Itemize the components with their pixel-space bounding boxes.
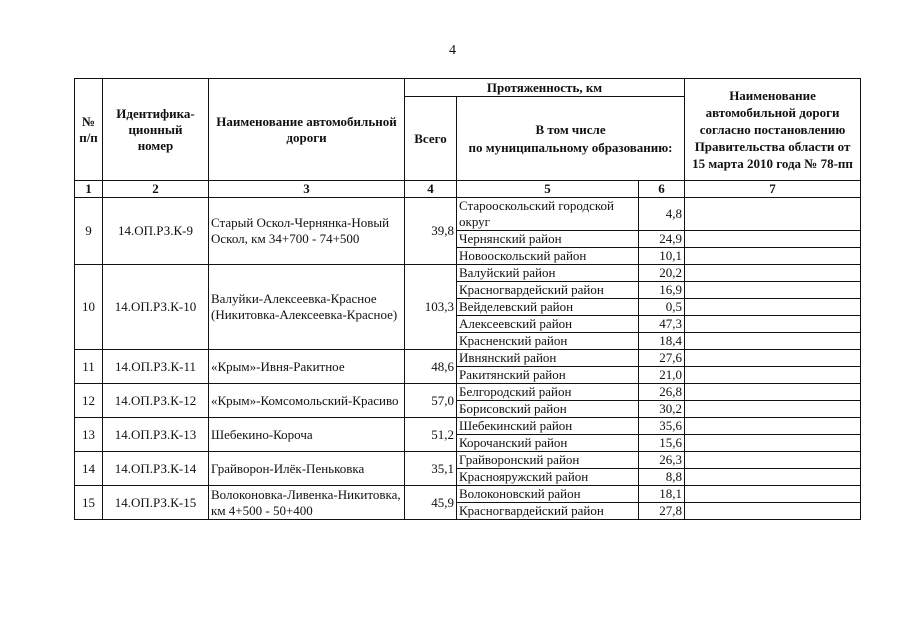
road-id: 14.ОП.РЗ.К-10 bbox=[103, 265, 209, 350]
district-name: Красногвардейский район bbox=[457, 503, 639, 520]
table-row bbox=[75, 452, 861, 469]
roads-body bbox=[75, 198, 861, 520]
district-km: 18,1 bbox=[639, 486, 685, 503]
decree-cell bbox=[685, 350, 861, 367]
header-total: Всего bbox=[405, 97, 457, 181]
road-num: 14 bbox=[75, 452, 103, 486]
column-number-row bbox=[75, 181, 861, 198]
district-km: 47,3 bbox=[639, 316, 685, 333]
decree-cell bbox=[685, 316, 861, 333]
district-name: Новооскольский район bbox=[457, 248, 639, 265]
district-name: Алексеевский район bbox=[457, 316, 639, 333]
decree-cell bbox=[685, 367, 861, 384]
road-num: 12 bbox=[75, 384, 103, 418]
district-name: Шебекинский район bbox=[457, 418, 639, 435]
district-name: Валуйский район bbox=[457, 265, 639, 282]
district-km: 26,3 bbox=[639, 452, 685, 469]
district-name: Ракитянский район bbox=[457, 367, 639, 384]
road-name: Валуйки-Алексеевка-Красное (Никитовка-Алексеевка-Красное) bbox=[209, 265, 405, 350]
district-name: Красногвардейский район bbox=[457, 282, 639, 299]
decree-cell bbox=[685, 198, 861, 231]
district-name: Корочанский район bbox=[457, 435, 639, 452]
road-total: 57,0 bbox=[405, 384, 457, 418]
district-km: 10,1 bbox=[639, 248, 685, 265]
decree-cell bbox=[685, 299, 861, 316]
decree-cell bbox=[685, 435, 861, 452]
table-row bbox=[75, 198, 861, 231]
road-name: «Крым»-Комсомольский-Красиво bbox=[209, 384, 405, 418]
header-num: № п/п bbox=[75, 79, 103, 181]
district-name: Грайворонский район bbox=[457, 452, 639, 469]
road-id: 14.ОП.РЗ.К-12 bbox=[103, 384, 209, 418]
district-name: Краснояружский район bbox=[457, 469, 639, 486]
road-total: 35,1 bbox=[405, 452, 457, 486]
district-km: 21,0 bbox=[639, 367, 685, 384]
district-km: 27,6 bbox=[639, 350, 685, 367]
road-total: 103,3 bbox=[405, 265, 457, 350]
district-name: Ивнянский район bbox=[457, 350, 639, 367]
decree-cell bbox=[685, 401, 861, 418]
district-km: 18,4 bbox=[639, 333, 685, 350]
district-name: Вейделевский район bbox=[457, 299, 639, 316]
district-name: Белгородский район bbox=[457, 384, 639, 401]
district-km: 4,8 bbox=[639, 198, 685, 231]
district-km: 24,9 bbox=[639, 231, 685, 248]
road-id: 14.ОП.РЗ.К-11 bbox=[103, 350, 209, 384]
district-km: 0,5 bbox=[639, 299, 685, 316]
decree-cell bbox=[685, 503, 861, 520]
district-km: 30,2 bbox=[639, 401, 685, 418]
district-name: Чернянский район bbox=[457, 231, 639, 248]
table-row bbox=[75, 486, 861, 503]
road-name: Старый Оскол-Чернянка-Новый Оскол, км 34+700 - 74+500 bbox=[209, 198, 405, 265]
district-km: 26,8 bbox=[639, 384, 685, 401]
district-km: 8,8 bbox=[639, 469, 685, 486]
district-name: Волоконовский район bbox=[457, 486, 639, 503]
road-num: 15 bbox=[75, 486, 103, 520]
column-number-3: 3 bbox=[209, 181, 405, 198]
road-total: 51,2 bbox=[405, 418, 457, 452]
header-decree: Наименование автомобильной дороги согласно постановлению Правительства области от 15 марта 2010 года № 78-пп bbox=[685, 79, 861, 181]
column-number-4: 4 bbox=[405, 181, 457, 198]
road-id: 14.ОП.РЗ.К-9 bbox=[103, 198, 209, 265]
decree-cell bbox=[685, 333, 861, 350]
district-name: Красненский район bbox=[457, 333, 639, 350]
decree-cell bbox=[685, 418, 861, 435]
road-num: 11 bbox=[75, 350, 103, 384]
road-total: 39,8 bbox=[405, 198, 457, 265]
table-row bbox=[75, 418, 861, 435]
page-number: 4 bbox=[449, 43, 456, 58]
road-name: Грайворон-Илёк-Пеньковка bbox=[209, 452, 405, 486]
decree-cell bbox=[685, 231, 861, 248]
decree-cell bbox=[685, 282, 861, 299]
district-km: 16,9 bbox=[639, 282, 685, 299]
column-number-5: 5 bbox=[457, 181, 639, 198]
district-km: 20,2 bbox=[639, 265, 685, 282]
road-id: 14.ОП.РЗ.К-13 bbox=[103, 418, 209, 452]
district-name: Борисовский район bbox=[457, 401, 639, 418]
road-id: 14.ОП.РЗ.К-15 bbox=[103, 486, 209, 520]
header-ident: Идентифика- ционный номер bbox=[103, 79, 209, 181]
road-name: «Крым»-Ивня-Ракитное bbox=[209, 350, 405, 384]
column-number-6: 6 bbox=[639, 181, 685, 198]
decree-cell bbox=[685, 248, 861, 265]
road-num: 10 bbox=[75, 265, 103, 350]
district-km: 35,6 bbox=[639, 418, 685, 435]
district-km: 15,6 bbox=[639, 435, 685, 452]
road-num: 13 bbox=[75, 418, 103, 452]
column-number-7: 7 bbox=[685, 181, 861, 198]
table-row bbox=[75, 350, 861, 367]
decree-cell bbox=[685, 452, 861, 469]
road-name: Шебекино-Короча bbox=[209, 418, 405, 452]
column-number-2: 2 bbox=[103, 181, 209, 198]
header-including: В том числе по муниципальному образованию: bbox=[457, 97, 685, 181]
road-total: 48,6 bbox=[405, 350, 457, 384]
column-number-1: 1 bbox=[75, 181, 103, 198]
district-name: Старооскольский городской округ bbox=[457, 198, 639, 231]
road-name: Волоконовка-Ливенка-Никитовка, км 4+500 - 50+400 bbox=[209, 486, 405, 520]
decree-cell bbox=[685, 384, 861, 401]
decree-cell bbox=[685, 486, 861, 503]
header-road-name: Наименование автомобильной дороги bbox=[209, 79, 405, 181]
district-km: 27,8 bbox=[639, 503, 685, 520]
road-id: 14.ОП.РЗ.К-14 bbox=[103, 452, 209, 486]
road-num: 9 bbox=[75, 198, 103, 265]
table-row bbox=[75, 265, 861, 282]
decree-cell bbox=[685, 469, 861, 486]
header-length: Протяженность, км bbox=[405, 79, 685, 97]
roads-table bbox=[74, 78, 861, 520]
decree-cell bbox=[685, 265, 861, 282]
table-row bbox=[75, 384, 861, 401]
road-total: 45,9 bbox=[405, 486, 457, 520]
